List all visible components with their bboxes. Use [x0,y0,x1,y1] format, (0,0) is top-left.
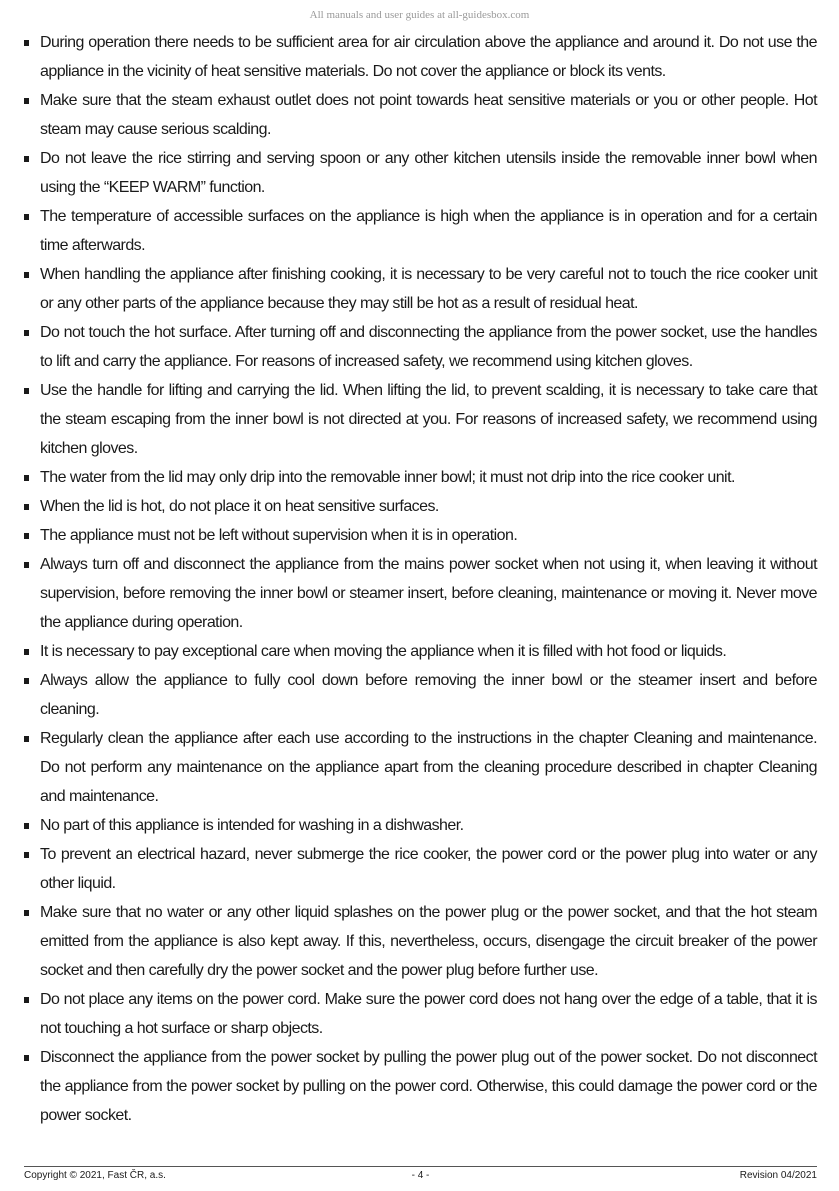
bullet-item [24,637,817,666]
bullet-item [24,1043,817,1130]
bullet-icon [24,156,29,162]
bullet-icon [24,997,29,1003]
bullet-item [24,811,817,840]
bullet-text: When handling the appliance after finishing cooking, it is necessary to be very careful not to touch the rice cooker unit or any other parts of the appliance because they may still be hot as a result of residual heat. [40,266,817,312]
watermark: All manuals and user guides at all-guidesbox.com [309,9,530,21]
bullet-icon [24,562,29,568]
bullet-icon [24,1055,29,1061]
bullet-icon [24,98,29,104]
bullet-item [24,202,817,260]
bullet-icon [24,910,29,916]
bullet-text: Make sure that the steam exhaust outlet does not point towards heat sensitive materials or you or other people. Hot steam may cause serious scalding. [40,92,817,138]
bullet-text: During operation there needs to be sufficient area for air circulation above the appliance and around it. Do not use the appliance in the vicinity of heat sensitive materials. Do not cover the appliance or block its vents. [40,34,817,80]
bullet-item [24,463,817,492]
bullet-item [24,318,817,376]
bullet-icon [24,504,29,510]
bullet-icon [24,678,29,684]
bullet-item [24,724,817,811]
bullet-text: Always turn off and disconnect the appliance from the mains power socket when not using it, when leaving it without supervision, before removing the inner bowl or steamer insert, before cleaning, maintenance or moving it. Never move the appliance during operation. [40,556,817,631]
bullet-icon [24,214,29,220]
bullet-item [24,144,817,202]
bullet-text: It is necessary to pay exceptional care when moving the appliance when it is filled with hot food or liquids. [40,643,727,660]
bullet-text: The appliance must not be left without supervision when it is in operation. [40,527,518,544]
bullet-text: Make sure that no water or any other liquid splashes on the power plug or the power socket, and that the hot steam emitted from the appliance is also kept away. If this, nevertheless, occurs, disengage the circuit breaker of the power socket and then carefully dry the power socket and the power plug before further use. [40,904,817,979]
bullet-text: When the lid is hot, do not place it on heat sensitive surfaces. [40,498,439,515]
bullet-icon [24,475,29,481]
bullet-text: The temperature of accessible surfaces on the appliance is high when the appliance is in operation and for a certain time afterwards. [40,208,817,254]
footer-revision: Revision 04/2021 [739,1170,817,1181]
bullet-text: The water from the lid may only drip into the removable inner bowl; it must not drip into the rice cooker unit. [40,469,735,486]
footer-divider [24,1166,817,1167]
bullet-icon [24,533,29,539]
bullet-item [24,550,817,637]
bullet-text: Disconnect the appliance from the power socket by pulling the power plug out of the power socket. Do not disconnect the appliance from the power socket by pulling on the power cord. Otherwise, this could damage the power cord or the power socket. [40,1049,817,1124]
bullet-icon [24,40,29,46]
bullet-text: Regularly clean the appliance after each use according to the instructions in the chapter Cleaning and maintenance. Do not perform any maintenance on the appliance apart from the cleaning procedure described in chapter Cleaning and maintenance. [40,730,817,805]
bullet-text: Do not place any items on the power cord. Make sure the power cord does not hang over the edge of a table, that it is not touching a hot surface or sharp objects. [40,991,817,1037]
footer-copyright: Copyright © 2021, Fast ČR, a.s. [24,1170,166,1181]
bullet-icon [24,852,29,858]
bullet-text: Do not leave the rice stirring and serving spoon or any other kitchen utensils inside the removable inner bowl when using the “KEEP WARM” function. [40,150,817,196]
bullet-text: No part of this appliance is intended for washing in a dishwasher. [40,817,464,834]
bullet-item [24,840,817,898]
bullet-list [24,28,817,1130]
bullet-icon [24,823,29,829]
bullet-icon [24,330,29,336]
bullet-item [24,260,817,318]
bullet-icon [24,736,29,742]
bullet-text: Always allow the appliance to fully cool down before removing the inner bowl or the steamer insert and before cleaning. [40,672,817,718]
bullet-item [24,86,817,144]
safety-instructions [24,28,817,1130]
bullet-icon [24,649,29,655]
footer-page-number: - 4 - [411,1170,430,1181]
bullet-item [24,985,817,1043]
bullet-icon [24,388,29,394]
bullet-icon [24,272,29,278]
page-footer [24,1170,817,1184]
bullet-item [24,666,817,724]
bullet-text: Use the handle for lifting and carrying the lid. When lifting the lid, to prevent scalding, it is necessary to take care that the steam escaping from the inner bowl is not directed at you. For reasons of increased safety, we recommend using kitchen gloves. [40,382,817,457]
bullet-text: Do not touch the hot surface. After turning off and disconnecting the appliance from the power socket, use the handles to lift and carry the appliance. For reasons of increased safety, we recommend using kitchen gloves. [40,324,817,370]
bullet-item [24,28,817,86]
bullet-text: To prevent an electrical hazard, never submerge the rice cooker, the power cord or the power plug into water or any other liquid. [40,846,817,892]
bullet-item [24,898,817,985]
bullet-item [24,376,817,463]
bullet-item [24,492,817,521]
bullet-item [24,521,817,550]
